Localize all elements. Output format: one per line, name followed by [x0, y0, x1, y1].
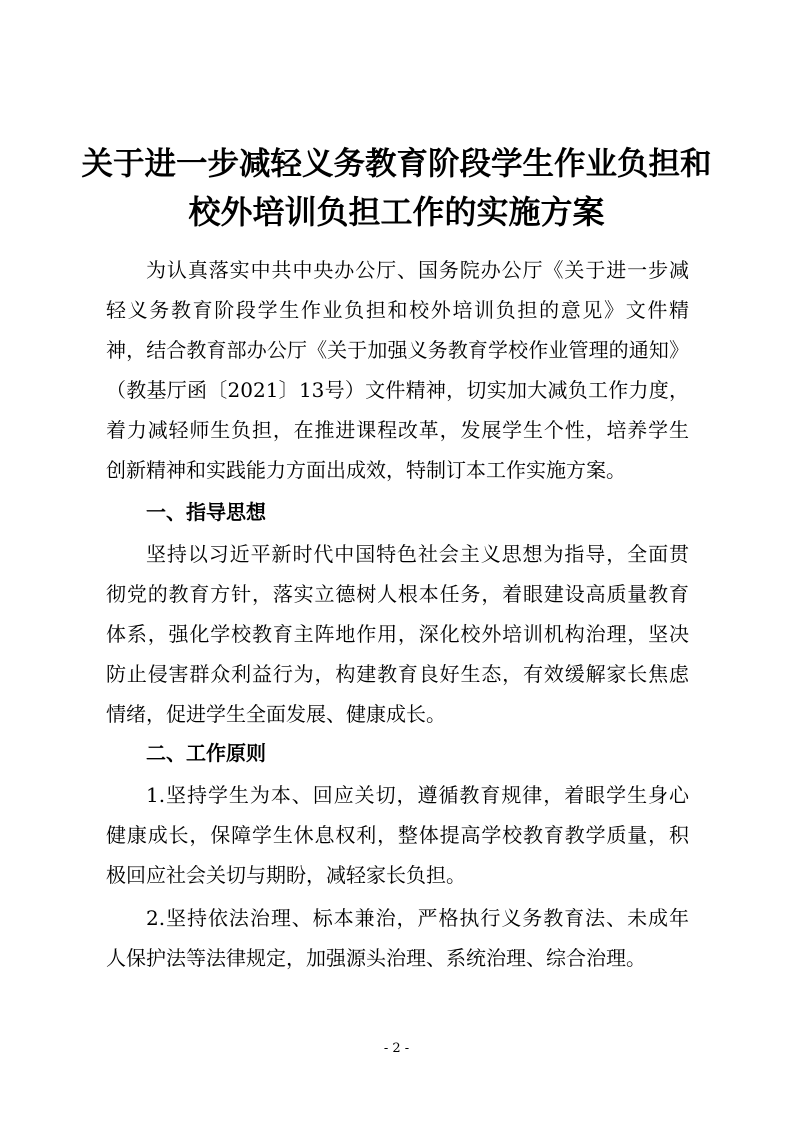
intro-line: 创新精神和实践能力方面出成效，特制订本工作实施方案。 [106, 458, 626, 482]
paragraph-line: 坚持以习近平新时代中国特色社会主义思想为指导，全面贯 [146, 542, 689, 566]
paragraph-line: 防止侵害群众利益行为，构建教育良好生态，有效缓解家长焦虑 [106, 662, 689, 686]
intro-line: 着力减轻师生负担，在推进课程改革，发展学生个性，培养学生 [106, 418, 689, 442]
paragraph-line: 1.坚持学生为本、回应关切，遵循教育规律，着眼学生身心 [146, 783, 689, 807]
paragraph-line: 体系，强化学校教育主阵地作用，深化校外培训机构治理，坚决 [106, 622, 689, 646]
paragraph-line: 彻党的教育方针，落实立德树人根本任务，着眼建设高质量教育 [106, 582, 689, 606]
section-heading-working-principles: 二、工作原则 [146, 741, 266, 765]
intro-line: 轻义务教育阶段学生作业负担和校外培训负担的意见》文件精 [106, 298, 689, 322]
document-title-line-2: 校外培训负担工作的实施方案 [188, 193, 605, 231]
paragraph-line: 情绪，促进学生全面发展、健康成长。 [106, 702, 446, 726]
paragraph-line: 极回应社会关切与期盼，减轻家长负担。 [106, 863, 466, 887]
section-heading-guiding-ideology: 一、指导思想 [146, 500, 266, 524]
document-title-line-1: 关于进一步减轻义务教育阶段学生作业负担和 [81, 146, 712, 182]
paragraph-line: 2.坚持依法治理、标本兼治，严格执行义务教育法、未成年 [146, 906, 689, 930]
intro-line: 为认真落实中共中央办公厅、国务院办公厅《关于进一步减 [146, 258, 689, 282]
intro-line: （教基厅函〔2021〕13号）文件精神，切实加大减负工作力度， [106, 378, 689, 402]
paragraph-line: 人保护法等法律规定，加强源头治理、系统治理、综合治理。 [106, 946, 646, 970]
paragraph-line: 健康成长，保障学生休息权利，整体提高学校教育教学质量，积 [106, 823, 689, 847]
page-number: - 2 - [383, 1041, 410, 1056]
intro-line: 神，结合教育部办公厅《关于加强义务教育学校作业管理的通知》 [106, 338, 689, 362]
